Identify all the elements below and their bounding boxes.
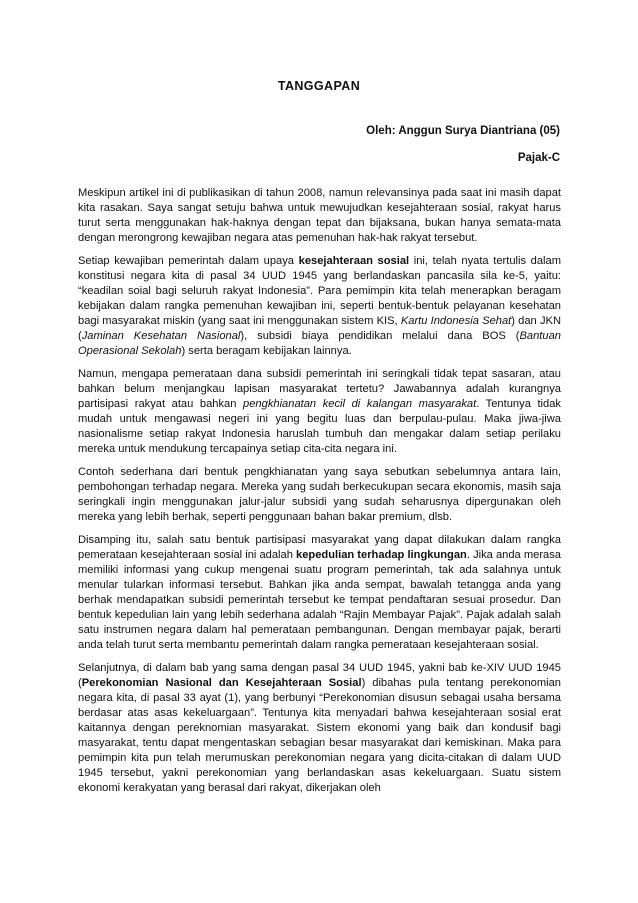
text-run: ), subsidi biaya pendidikan melalui dana BOS (: [240, 330, 520, 342]
text-run: ) serta beragam kebijakan lainnya.: [181, 345, 352, 357]
paragraph-1: [78, 186, 561, 246]
text-run: Contoh sederhana dari bentuk pengkhianatan yang saya sebutkan sebelumnya antara lain, pembohongan terhadap negara. Mereka yang sudah berkecukupan secara ekonomis, masih saja seringkali ingin menggunakan jalur-jalur subsidi yang sudah seharusnya dipergunakan oleh mereka yang lebih berhak, seperti penggunaan bahan bakar premium, dlsb.: [78, 466, 561, 523]
bold-term: Perekonomian Nasional dan Kesejahteraan Sosial: [81, 677, 362, 689]
paragraph-6: [78, 661, 561, 796]
text-run: ini, telah nyata tertulis dalam konstitusi negara kita di pasal 34 UUD 1945 yang berlandaskan pancasila sila ke-5, yaitu: “keadilan soial bagi seluruh rakyat Indonesia”. Para pemimpin kita telah menerapkan beragam kebijakan dalam rangka pemenuhan kewajiban ini, seperti bentuk-bentuk pelayanan kesehatan bagi masyarakat miskin (yang saat ini menggunakan sistem KIS,: [78, 255, 561, 327]
text-run: . Jika anda merasa memiliki informasi yang cukup mengenai suatu program pemerintah, tak ada salahnya untuk menular tularkan informasi tersebut. Bahkan jika anda sempat, bawalah tetangga anda yang berhak mendapatkan subsidi pemerintah tersebut ke tempat pendaftaran sesuai prosedur. Dan bentuk kepedulian lain yang lebih sederhana adalah “Rajin Membayar Pajak”. Pajak adalah salah satu instrumen negara dalam hal pemerataan pembangunan. Dengan membayar pajak, berarti anda telah turut serta membantu pemerintah dalam rangka pemerataan kesejahteraan sosial.: [78, 549, 561, 651]
text-run: Selanjutnya, di dalam bab yang sama dengan pasal 34 UUD 1945, yakni bab ke-XIV UUD 1945 (: [78, 662, 561, 689]
document-title: TANGGAPAN: [277, 79, 361, 93]
text-run: ) dibahas pula tentang perekonomian negara kita, di pasal 33 ayat (1), yang berbunyi “Perekonomian disusun sebagai usaha bersama berdasar atas asas kekeluargaan”. Tentunya kita menyadari bahwa kesejahteraan sosial erat kaitannya dengan pereknomian masyarakat. Sistem ekonomi yang baik dan kondusif bagi masyarakat, tentu dapat mengentaskan sebagian besar masyarakat dari kemiskinan. Maka para pemimpin kita pun telah merumuskan perekonomian negara yang dicita-citakan di dalam UUD 1945 tersebut, yakni perekonomian yang berlandaskan asas kekeluargaan. Suatu sistem ekonomi kerakyatan yang berasal dari rakyat, dikerjakan oleh: [78, 677, 561, 794]
paragraph-5: [78, 533, 561, 653]
text-run: Namun, mengapa pemerataan dana subsidi pemerintah ini seringkali tidak tepat sasaran, atau bahkan belum menjangkau lapisan masyarakat tertetu? Jawabannya adalah kurangnya partisipasi rakyat atau bahkan: [78, 368, 561, 410]
italic-term: Kartu Indonesia Sehat: [400, 315, 512, 327]
text-run: Meskipun artikel ini di publikasikan di tahun 2008, namun relevansinya pada saat ini masih dapat kita rasakan. Saya sangat setuju bahwa untuk mewujudkan kesejahteraan sosial, rakyat harus turut serta menggunakan hak-haknya dengan tepat dan bijaksana, bukan hanya semata-mata dengan merongrong kewajiban negara atas pemenuhan hak-hak rakyat tersebut.: [78, 187, 561, 244]
text-run: ) dan JKN (: [78, 315, 561, 342]
document-body: [78, 186, 561, 804]
italic-term: pengkhianatan kecil di kalangan masyarakat: [243, 398, 477, 410]
class-label: Pajak-C: [517, 152, 560, 164]
text-run: Setiap kewajiban pemerintah dalam upaya: [78, 255, 299, 267]
paragraph-3: [78, 367, 561, 457]
italic-term: Bantuan Operasional Sekolah: [78, 330, 561, 357]
text-run: . Tentunya tidak mudah untuk mengawasi negeri ini yang begitu luas dan berpulau-pulau. Maka jiwa-jiwa nasionalisme setiap rakyat Indonesia haruslah tumbuh dan mengakar dalam setiap perilaku mereka untuk mendukung tercapainya setiap cita-cita negara ini.: [78, 398, 561, 455]
bold-term: kepedulian terhadap lingkungan: [296, 549, 467, 561]
paragraph-2: [78, 254, 561, 359]
italic-term: Jaminan Kesehatan Nasional: [81, 330, 241, 342]
paragraph-4: [78, 465, 561, 525]
author-byline: Oleh: Anggun Surya Diantriana (05): [366, 125, 560, 137]
bold-term: kesejahteraan sosial: [298, 255, 410, 267]
text-run: Disamping itu, salah satu bentuk partisipasi masyarakat yang dapat dilakukan dalam rangka pemerataan kesejahteraan sosial ini adalah: [78, 534, 561, 561]
